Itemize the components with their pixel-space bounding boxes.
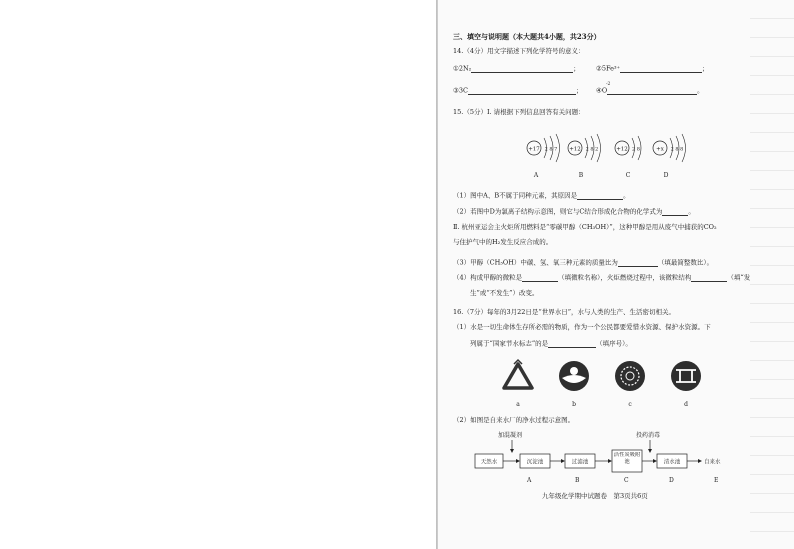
flow-letter-b: B	[575, 477, 580, 484]
atom-d-electrons: 2 8 8	[670, 146, 684, 153]
q15-part-5-text-a: （4）构成甲醇的微粒是	[453, 273, 523, 282]
flow-box-carbon-adsorption	[612, 450, 642, 472]
atom-diagram-a	[527, 134, 560, 179]
water-treatment-flow	[470, 428, 740, 490]
atom-a-label: A	[533, 172, 539, 179]
section-title: 三、填空与说明题（本大题共4小题，共23分）	[453, 32, 601, 41]
atom-d-label: D	[663, 172, 669, 179]
svg-text:沉淀池: 沉淀池	[526, 459, 544, 466]
icon-label-c: c	[628, 401, 632, 408]
q14-item-3: ③3C ；	[453, 86, 583, 95]
atom-diagram-d	[653, 134, 686, 179]
flow-end-tap-water: 自来水	[704, 459, 721, 466]
atom-d-nucleus: +x	[656, 146, 664, 153]
q16-part-1-line-1: （1）水是一切生命体生存所必需的物质，作为一个公民都要爱惜水资源、保护水资源。下	[453, 323, 711, 331]
q14-item-4-valence: -2	[606, 82, 611, 87]
recycle-icon	[504, 360, 532, 408]
q14-item-2-symbol: ②5Fe³⁺	[596, 64, 621, 73]
flow-label-coagulant: 加混凝剂	[498, 432, 523, 439]
water-logo-options	[490, 352, 730, 412]
icon-label-d: d	[684, 401, 688, 408]
flow-letter-c: C	[624, 477, 629, 484]
flow-box-raw-water	[475, 454, 503, 468]
q15-part-3-line-2: 与住护气中的H₂发生反应合成的。	[453, 238, 553, 246]
flow-box-carbon-text: 活性炭吸附池	[613, 452, 641, 465]
water-tap-logo-icon	[671, 361, 701, 408]
q14-item-2: ②5Fe³⁺ ；	[596, 64, 709, 73]
q16-part-1-line-2-hint: （填序号）。	[596, 339, 632, 348]
atom-diagram-b	[568, 134, 601, 179]
flow-box-filtration	[565, 454, 595, 468]
flow-letter-e: E	[714, 477, 719, 484]
bleed-through-text	[750, 0, 794, 549]
flow-box-sedimentation	[520, 454, 550, 468]
q16-part-1-line-2	[470, 340, 632, 348]
q14-stem: 14.（4分）用文字描述下列化学符号的意义：	[453, 47, 585, 55]
q16-part-1-line-2-text: 列属于“国家节水标志”的是	[470, 339, 549, 348]
atom-c-nucleus: +12	[616, 146, 628, 153]
flow-letter-a: A	[527, 477, 532, 484]
water-drop-hand-icon	[559, 361, 589, 408]
q15-part-1-text: （1）图中A、B不属于同种元素，其原因是	[453, 191, 578, 200]
q16-stem: 16.（7分）每年的3月22日是“世界水日”，水与人类的生产、生活密切相关。	[453, 308, 676, 316]
svg-text:天然水: 天然水	[480, 459, 498, 466]
atom-b-nucleus: +12	[569, 146, 581, 153]
page-footer: 九年级化学期中试题卷 第3页共6页	[542, 492, 648, 500]
atom-a-nucleus: +17	[528, 146, 540, 153]
q14-item-4-symbol: ④O	[596, 86, 608, 95]
q14-item-4: ④O 。	[596, 86, 704, 95]
q15-part-4	[453, 259, 713, 267]
atom-c-electrons: 2 8	[632, 146, 640, 153]
q15-part-5-text-b: （填微粒名称），火炬燃烧过程中，该微粒结构	[558, 273, 692, 282]
flow-letter-d: D	[669, 477, 674, 484]
flow-label-disinfect: 投药消毒	[636, 432, 661, 439]
q15-part-1: （1）图中A、B不属于同种元素，其原因是 。	[453, 191, 630, 200]
atom-diagram-c	[615, 136, 641, 179]
svg-text:过滤池: 过滤池	[571, 459, 589, 466]
icon-label-a: a	[516, 401, 520, 408]
atom-a-electrons: 2 8 7	[544, 146, 558, 153]
q14-item-1: ①2N₂ ；	[453, 64, 580, 73]
flow-box-clear-water	[657, 454, 687, 468]
q15-part-3-line-1: Ⅱ. 杭州亚运会主火炬所用燃料是“零碳甲醇（CH₃OH）”，这种甲醇是用从废气中捕获的CO₂	[453, 223, 717, 231]
q15-part-4-text: （3）甲醇（CH₃OH）中碳、氢、氧三种元素的质量比为	[453, 258, 618, 267]
q15-part-2-text: （2）若图中D为氯离子结构示意图，则它与C结合形成化合物的化学式为	[453, 207, 663, 216]
icon-label-b: b	[572, 401, 576, 408]
q15-part-4-hint: （填最简整数比）。	[657, 258, 714, 267]
q15-part-2: （2）若图中D为氯离子结构示意图，则它与C结合形成化合物的化学式为 。	[453, 207, 695, 216]
q14-item-3-symbol: ③3C	[453, 86, 468, 95]
atom-structure-diagrams	[450, 124, 750, 182]
atom-c-label: C	[625, 172, 631, 179]
svg-text:清水池: 清水池	[663, 459, 681, 466]
q15-part-5-text-c: （填“发	[727, 273, 751, 282]
q14-item-1-symbol: ①2N₂	[453, 64, 472, 73]
flower-seal-icon	[615, 361, 645, 408]
q15-part-5-line-2: 生”或“不发生”）改变。	[470, 289, 539, 297]
atom-b-label: B	[578, 172, 584, 179]
q16-part-2: （2）如图是自来水厂的净水过程示意图。	[453, 416, 575, 424]
q15-part-5	[453, 274, 750, 282]
q15-stem: 15.（5分）Ⅰ. 请根据下列信息回答有关问题：	[453, 108, 585, 116]
atom-b-electrons: 2 8 2	[585, 146, 599, 153]
